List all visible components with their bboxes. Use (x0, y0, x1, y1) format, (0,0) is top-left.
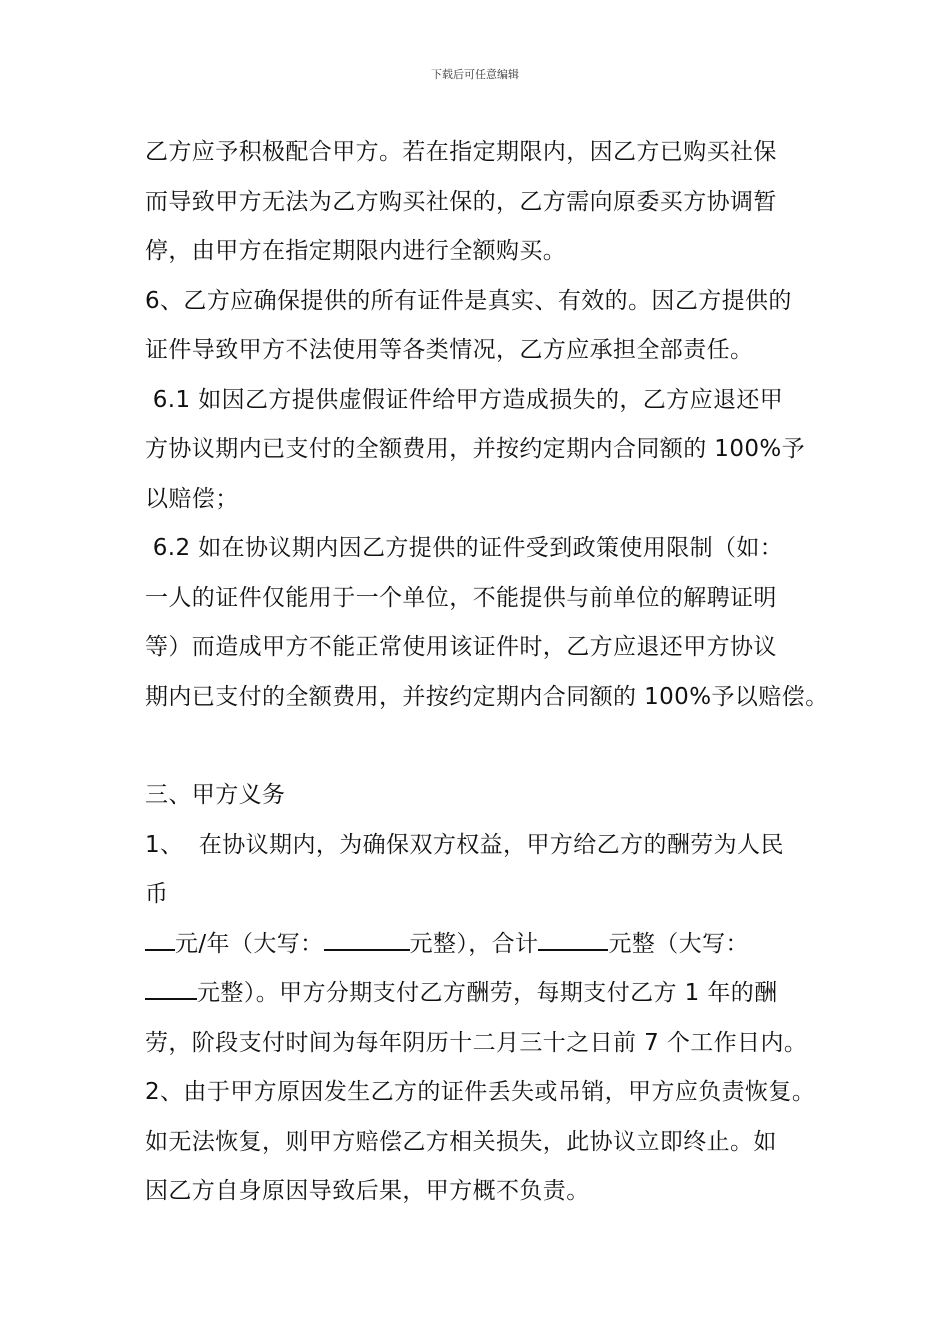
clause-6-line: 证件导致甲方不法使用等各类情况，乙方应承担全部责任。 (145, 337, 754, 363)
obligation-1-line: 1、 在协议期内，为确保双方权益，甲方给乙方的酬劳为人民 (145, 831, 784, 858)
blank-total-in-words[interactable] (145, 978, 197, 1000)
payment-fill-line (145, 920, 835, 970)
blank-amount-per-year[interactable] (145, 929, 175, 951)
obligation-2-line: 2、由于甲方原因发生乙方的证件丢失或吊销，甲方应负责恢复。 (145, 1079, 816, 1105)
fill-text-4: 元整）。甲方分期支付乙方酬劳，每期支付乙方 1 年的酬 (197, 980, 778, 1006)
obligation-2-line: 因乙方自身原因导致后果，甲方概不负责。 (145, 1178, 590, 1204)
blank-amount-in-words[interactable] (324, 929, 410, 951)
paragraph-line: 停，由甲方在指定期限内进行全额购买。 (145, 238, 567, 264)
clause-6-1-line: 方协议期内已支付的全额费用，并按约定期内合同额的 100%予 (145, 436, 806, 462)
clause-6-line: 6、乙方应确保提供的所有证件是真实、有效的。因乙方提供的 (145, 287, 792, 314)
document-body (145, 128, 835, 1217)
fill-text-2: 元整），合计 (409, 930, 539, 957)
obligation-2-line: 如无法恢复，则甲方赔偿乙方相关损失，此协议立即终止。如 (145, 1128, 777, 1155)
clause-6-2-line: 6.2 如在协议期内因乙方提供的证件受到政策使用限制（如： (145, 535, 784, 561)
payment-fill-line-2 (145, 969, 835, 1019)
obligation-1-line: 币 (145, 881, 169, 907)
fill-text-1: 元/年（大写： (175, 930, 324, 957)
clause-6-2-line: 期内已支付的全额费用，并按约定期内合同额的 100%予以赔偿。 (145, 683, 829, 710)
clause-6-1-line: 6.1 如因乙方提供虚假证件给甲方造成损失的，乙方应退还甲 (145, 386, 784, 413)
paragraph-line: 而导致甲方无法为乙方购买社保的，乙方需向原委买方协调暂 (145, 188, 777, 215)
clause-6-2-line: 等）而造成甲方不能正常使用该证件时，乙方应退还甲方协议 (145, 634, 777, 660)
blank-total-amount[interactable] (538, 929, 608, 951)
page-header: 下载后可任意编辑 (431, 68, 519, 81)
fill-text-3: 元整（大写： (608, 930, 749, 957)
section-heading: 三、甲方义务 (145, 782, 286, 808)
clause-6-2-line: 一人的证件仅能用于一个单位，不能提供与前单位的解聘证明 (145, 584, 777, 611)
paragraph-line: 乙方应予积极配合甲方。若在指定期限内，因乙方已购买社保 (145, 139, 777, 165)
clause-6-1-line: 以赔偿； (145, 485, 239, 512)
obligation-1-line: 劳，阶段支付时间为每年阴历十二月三十之日前 7 个工作日内。 (145, 1029, 808, 1056)
paragraph-spacer (145, 722, 835, 771)
